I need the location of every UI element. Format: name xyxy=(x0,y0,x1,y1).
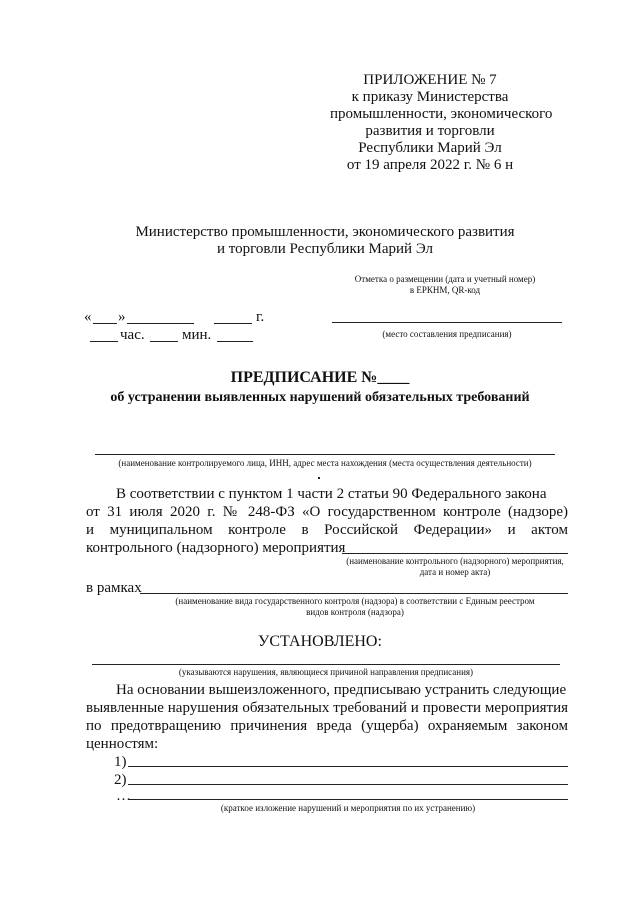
day-field[interactable] xyxy=(93,323,117,324)
body-line-2: от 31 июля 2020 г. № 248-ФЗ «О государственном контроле (надзоре) xyxy=(86,504,568,520)
within-label: в рамках xyxy=(86,580,142,596)
event-caption: (наименование контрольного (надзорного) мероприятия, дата и номер акта) xyxy=(346,556,564,577)
control-type-field[interactable] xyxy=(140,593,568,594)
ministry-name: Министерство промышленности, экономического развития и торговли Республики Марий Эл xyxy=(135,224,515,257)
open-quote: « xyxy=(84,309,92,325)
minutes-field[interactable] xyxy=(150,341,178,342)
order-line-2: выявленные нарушения обязательных требований и провести мероприятия xyxy=(86,700,568,716)
erknm-note: Отметка о размещении (дата и учетный номер) в ЕРКНМ, QR-код xyxy=(354,274,536,295)
controlled-person-caption: (наименование контролируемого лица, ИНН, адрес места нахождения (места осуществления деятельности) xyxy=(118,458,532,468)
violations-field[interactable] xyxy=(92,664,560,665)
established-heading: УСТАНОВЛЕНО: xyxy=(258,633,382,650)
list-item-3-field[interactable] xyxy=(128,799,568,800)
year-field[interactable] xyxy=(214,323,252,324)
appendix-line-3: промышленности, экономического xyxy=(330,106,553,122)
document-title: ПРЕДПИСАНИЕ №____ xyxy=(230,369,410,386)
order-line-4: ценностям: xyxy=(86,736,159,752)
appendix-line-2: к приказу Министерства xyxy=(351,89,509,105)
event-field[interactable] xyxy=(342,553,568,554)
list-caption: (краткое изложение нарушений и мероприятия по их устранению) xyxy=(220,803,476,813)
close-quote: » xyxy=(118,309,126,325)
appendix-date: от 19 апреля 2022 г. № 6 н xyxy=(346,157,514,173)
body-line-3: и муниципальном контроле в Российской Федерации» и актом xyxy=(86,522,568,538)
list-item-2-field[interactable] xyxy=(128,784,568,785)
controlled-person-field[interactable] xyxy=(95,454,555,455)
document-subtitle: об устранении выявленных нарушений обязательных требований xyxy=(110,390,530,405)
violations-caption: (указываются нарушения, являющиеся причиной направления предписания) xyxy=(178,667,474,677)
body-line-4: контрольного (надзорного) мероприятия xyxy=(86,540,346,556)
order-line-1: На основании вышеизложенного, предписываю устранить следующие xyxy=(116,682,567,698)
body-line-1: В соответствии с пунктом 1 части 2 статьи 90 Федерального закона xyxy=(116,486,547,502)
list-item-3-number: … xyxy=(116,788,131,804)
place-caption: (место составления предписания) xyxy=(382,329,512,339)
appendix-block xyxy=(330,72,553,174)
minutes-extra-field[interactable] xyxy=(217,341,253,342)
hours-label: час. xyxy=(120,327,145,343)
month-field[interactable] xyxy=(127,323,194,324)
list-item-1-field[interactable] xyxy=(128,766,568,767)
hours-field[interactable] xyxy=(90,341,118,342)
dot-mark xyxy=(318,477,320,479)
year-suffix: г. xyxy=(256,309,265,325)
minutes-label: мин. xyxy=(182,327,212,343)
appendix-number: ПРИЛОЖЕНИЕ № 7 xyxy=(363,72,497,88)
appendix-line-5: Республики Марий Эл xyxy=(358,140,502,156)
place-field[interactable] xyxy=(332,322,562,323)
appendix-line-4: развития и торговли xyxy=(365,123,495,139)
list-item-1-number: 1) xyxy=(114,754,127,770)
control-type-caption: (наименование вида государственного контроля (надзора) в соответствии с Единым реестром видов контроля (надзора) xyxy=(175,596,535,617)
order-line-3: по предотвращению причинения вреда (ущерба) охраняемым законом xyxy=(86,718,568,734)
list-item-2-number: 2) xyxy=(114,772,127,788)
